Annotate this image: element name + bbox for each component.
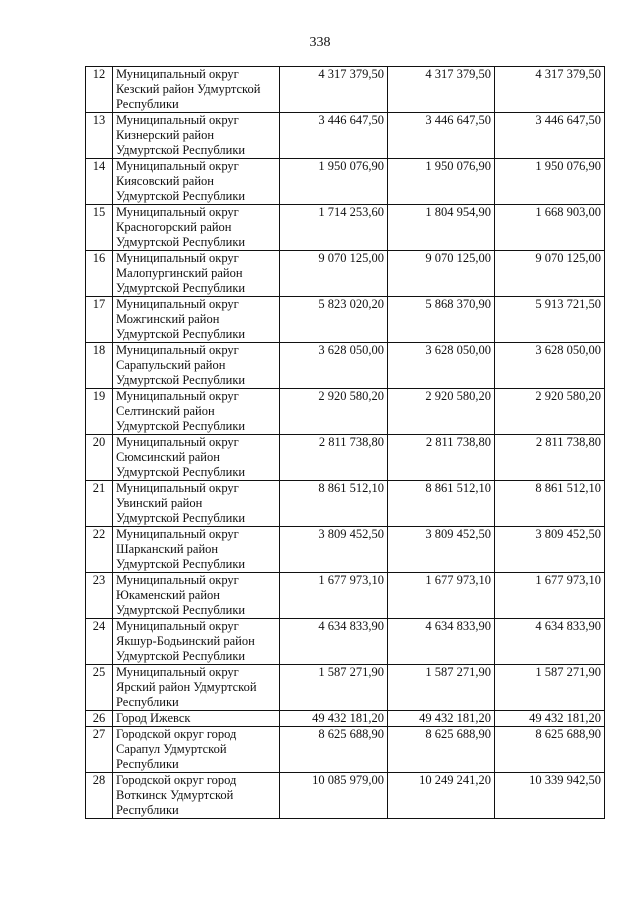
table-row xyxy=(86,481,605,527)
table-row xyxy=(86,665,605,711)
municipality-name: Городской округ город Сарапул Удмуртской Республики xyxy=(113,727,280,773)
table-row xyxy=(86,727,605,773)
municipality-name: Муниципальный округ Ярский район Удмуртской Республики xyxy=(113,665,280,711)
table-row xyxy=(86,711,605,727)
amount-year-2: 3 446 647,50 xyxy=(388,113,495,159)
amount-year-3: 10 339 942,50 xyxy=(495,773,605,819)
table-row xyxy=(86,619,605,665)
amount-year-1: 8 861 512,10 xyxy=(280,481,388,527)
table-row xyxy=(86,527,605,573)
amount-year-1: 3 446 647,50 xyxy=(280,113,388,159)
amount-year-2: 1 677 973,10 xyxy=(388,573,495,619)
amount-year-3: 2 920 580,20 xyxy=(495,389,605,435)
amount-year-1: 8 625 688,90 xyxy=(280,727,388,773)
amount-year-1: 1 677 973,10 xyxy=(280,573,388,619)
row-number: 23 xyxy=(86,573,113,619)
table-row xyxy=(86,435,605,481)
amount-year-1: 1 950 076,90 xyxy=(280,159,388,205)
municipality-name: Город Ижевск xyxy=(113,711,280,727)
municipality-name: Муниципальный округ Якшур-Бодьинский район Удмуртской Республики xyxy=(113,619,280,665)
municipality-name: Муниципальный округ Киясовский район Удмуртской Республики xyxy=(113,159,280,205)
page-number: 338 xyxy=(309,35,331,50)
municipality-name: Муниципальный округ Малопургинский район Удмуртской Республики xyxy=(113,251,280,297)
amount-year-1: 2 920 580,20 xyxy=(280,389,388,435)
amount-year-3: 3 446 647,50 xyxy=(495,113,605,159)
amount-year-3: 3 809 452,50 xyxy=(495,527,605,573)
amount-year-3: 4 317 379,50 xyxy=(495,67,605,113)
row-number: 16 xyxy=(86,251,113,297)
row-number: 18 xyxy=(86,343,113,389)
amount-year-3: 49 432 181,20 xyxy=(495,711,605,727)
row-number: 13 xyxy=(86,113,113,159)
amount-year-2: 3 628 050,00 xyxy=(388,343,495,389)
amount-year-2: 9 070 125,00 xyxy=(388,251,495,297)
amount-year-2: 1 950 076,90 xyxy=(388,159,495,205)
municipality-name: Муниципальный округ Красногорский район Удмуртской Республики xyxy=(113,205,280,251)
amount-year-1: 3 809 452,50 xyxy=(280,527,388,573)
row-number: 22 xyxy=(86,527,113,573)
amount-year-1: 3 628 050,00 xyxy=(280,343,388,389)
row-number: 27 xyxy=(86,727,113,773)
amount-year-1: 49 432 181,20 xyxy=(280,711,388,727)
amount-year-3: 8 625 688,90 xyxy=(495,727,605,773)
municipality-name: Муниципальный округ Кезский район Удмуртской Республики xyxy=(113,67,280,113)
table-row xyxy=(86,159,605,205)
amount-year-1: 4 634 833,90 xyxy=(280,619,388,665)
amount-year-3: 1 668 903,00 xyxy=(495,205,605,251)
amount-year-1: 1 714 253,60 xyxy=(280,205,388,251)
amount-year-3: 1 677 973,10 xyxy=(495,573,605,619)
amount-year-2: 8 625 688,90 xyxy=(388,727,495,773)
table-row xyxy=(86,67,605,113)
amount-year-1: 2 811 738,80 xyxy=(280,435,388,481)
table-row xyxy=(86,773,605,819)
row-number: 15 xyxy=(86,205,113,251)
municipality-name: Муниципальный округ Юкаменский район Удмуртской Республики xyxy=(113,573,280,619)
amount-year-2: 1 587 271,90 xyxy=(388,665,495,711)
amount-year-3: 8 861 512,10 xyxy=(495,481,605,527)
amount-year-3: 1 587 271,90 xyxy=(495,665,605,711)
amount-year-3: 5 913 721,50 xyxy=(495,297,605,343)
amount-year-2: 2 811 738,80 xyxy=(388,435,495,481)
amount-year-1: 9 070 125,00 xyxy=(280,251,388,297)
row-number: 20 xyxy=(86,435,113,481)
row-number: 14 xyxy=(86,159,113,205)
amount-year-2: 2 920 580,20 xyxy=(388,389,495,435)
municipality-name: Городской округ город Воткинск Удмуртской Республики xyxy=(113,773,280,819)
amount-year-3: 1 950 076,90 xyxy=(495,159,605,205)
amount-year-2: 4 634 833,90 xyxy=(388,619,495,665)
row-number: 19 xyxy=(86,389,113,435)
municipality-name: Муниципальный округ Увинский район Удмуртской Республики xyxy=(113,481,280,527)
table-row xyxy=(86,343,605,389)
amount-year-1: 4 317 379,50 xyxy=(280,67,388,113)
row-number: 17 xyxy=(86,297,113,343)
amount-year-1: 5 823 020,20 xyxy=(280,297,388,343)
table-row xyxy=(86,573,605,619)
amount-year-3: 4 634 833,90 xyxy=(495,619,605,665)
row-number: 12 xyxy=(86,67,113,113)
amount-year-2: 49 432 181,20 xyxy=(388,711,495,727)
table-row xyxy=(86,251,605,297)
amount-year-2: 8 861 512,10 xyxy=(388,481,495,527)
amount-year-3: 2 811 738,80 xyxy=(495,435,605,481)
amount-year-3: 9 070 125,00 xyxy=(495,251,605,297)
amount-year-2: 1 804 954,90 xyxy=(388,205,495,251)
row-number: 21 xyxy=(86,481,113,527)
municipality-name: Муниципальный округ Селтинский район Удмуртской Республики xyxy=(113,389,280,435)
municipality-name: Муниципальный округ Сарапульский район Удмуртской Республики xyxy=(113,343,280,389)
row-number: 24 xyxy=(86,619,113,665)
table-row xyxy=(86,205,605,251)
municipality-name: Муниципальный округ Сюмсинский район Удмуртской Республики xyxy=(113,435,280,481)
row-number: 26 xyxy=(86,711,113,727)
table-body xyxy=(86,67,605,819)
row-number: 28 xyxy=(86,773,113,819)
amount-year-3: 3 628 050,00 xyxy=(495,343,605,389)
budget-table xyxy=(85,66,605,819)
amount-year-2: 4 317 379,50 xyxy=(388,67,495,113)
table-row xyxy=(86,297,605,343)
amount-year-2: 3 809 452,50 xyxy=(388,527,495,573)
amount-year-1: 1 587 271,90 xyxy=(280,665,388,711)
municipality-name: Муниципальный округ Кизнерский район Удмуртской Республики xyxy=(113,113,280,159)
amount-year-2: 10 249 241,20 xyxy=(388,773,495,819)
amount-year-2: 5 868 370,90 xyxy=(388,297,495,343)
municipality-name: Муниципальный округ Можгинский район Удмуртской Республики xyxy=(113,297,280,343)
amount-year-1: 10 085 979,00 xyxy=(280,773,388,819)
table-row xyxy=(86,113,605,159)
municipality-name: Муниципальный округ Шарканский район Удмуртской Республики xyxy=(113,527,280,573)
row-number: 25 xyxy=(86,665,113,711)
table-row xyxy=(86,389,605,435)
